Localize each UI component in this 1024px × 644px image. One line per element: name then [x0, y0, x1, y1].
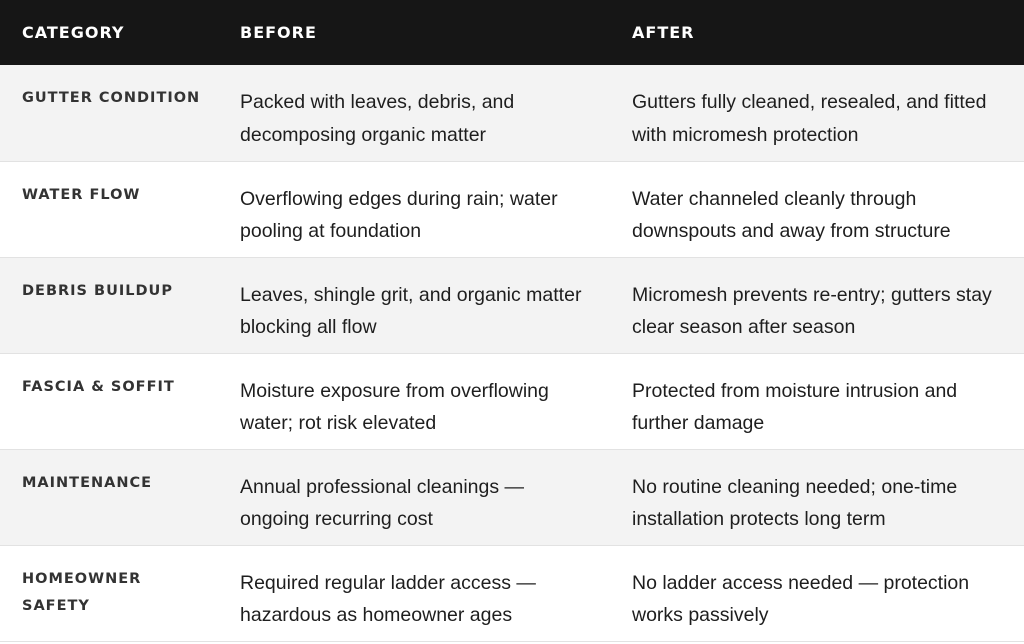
table-row — [0, 449, 1024, 545]
category-label: HOMEOWNER SAFETY — [22, 570, 142, 614]
before-cell — [240, 257, 632, 353]
before-cell — [240, 353, 632, 449]
after-text: No routine cleaning needed; one-time installation protects long term — [632, 475, 958, 530]
category-label: GUTTER CONDITION — [22, 90, 201, 106]
table-row — [0, 545, 1024, 641]
category-cell — [0, 257, 240, 353]
table-row — [0, 257, 1024, 353]
table-row — [0, 353, 1024, 449]
header-category: CATEGORY — [22, 23, 125, 42]
category-label: MAINTENANCE — [22, 474, 153, 491]
before-text: Packed with leaves, debris, and decomposing organic matter — [240, 91, 515, 146]
after-cell — [632, 545, 1024, 641]
after-cell — [632, 353, 1024, 449]
after-text: Gutters fully cleaned, resealed, and fitted with micromesh protection — [632, 91, 987, 146]
category-label: WATER FLOW — [22, 186, 141, 203]
after-text: No ladder access needed — protection works passively — [632, 571, 970, 626]
after-cell — [632, 161, 1024, 257]
category-label: DEBRIS BUILDUP — [22, 282, 173, 299]
category-cell — [0, 449, 240, 545]
before-cell — [240, 161, 632, 257]
table-header — [0, 0, 1024, 65]
before-text: Overflowing edges during rain; water pooling at foundation — [240, 187, 558, 242]
before-text: Leaves, shingle grit, and organic matter blocking all flow — [240, 283, 582, 338]
table-body — [0, 65, 1024, 641]
category-cell — [0, 353, 240, 449]
table-row — [0, 161, 1024, 257]
before-text: Moisture exposure from overflowing water; rot risk elevated — [240, 379, 549, 434]
category-cell — [0, 545, 240, 641]
before-cell — [240, 545, 632, 641]
header-before: BEFORE — [240, 23, 317, 42]
header-after: AFTER — [632, 23, 695, 42]
after-text: Protected from moisture intrusion and further damage — [632, 379, 958, 434]
category-cell — [0, 65, 240, 161]
category-label: FASCIA & SOFFIT — [22, 378, 175, 395]
after-cell — [632, 65, 1024, 161]
table-row — [0, 65, 1024, 161]
before-text: Required regular ladder access — hazardous as homeowner ages — [240, 571, 536, 626]
category-cell — [0, 161, 240, 257]
after-text: Micromesh prevents re-entry; gutters stay clear season after season — [632, 283, 992, 338]
before-cell — [240, 449, 632, 545]
after-cell — [632, 449, 1024, 545]
after-cell — [632, 257, 1024, 353]
before-text: Annual professional cleanings — ongoing recurring cost — [240, 475, 525, 530]
header-row — [0, 0, 1024, 65]
after-text: Water channeled cleanly through downspouts and away from structure — [632, 187, 951, 242]
before-cell — [240, 65, 632, 161]
